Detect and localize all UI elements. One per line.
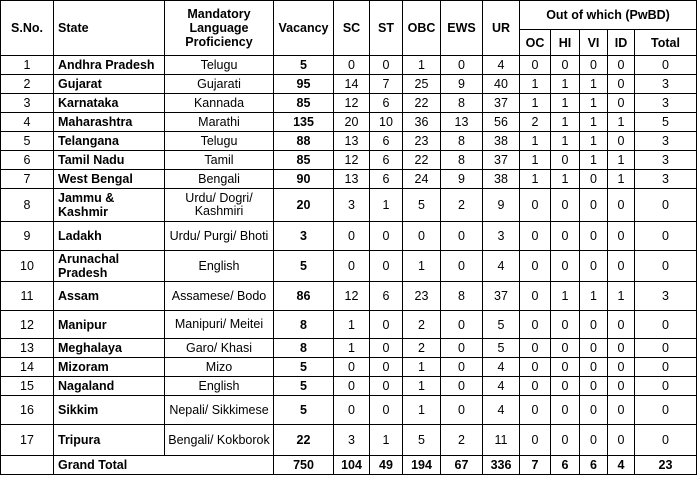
cell-language: Urdu/ Dogri/ Kashmiri bbox=[165, 189, 274, 222]
grand-total-vacancy: 750 bbox=[274, 456, 334, 475]
cell-st: 1 bbox=[370, 189, 403, 222]
cell-vacancy: 5 bbox=[274, 377, 334, 396]
cell-hi: 0 bbox=[551, 377, 580, 396]
cell-vi: 0 bbox=[580, 311, 608, 339]
header-state: State bbox=[54, 1, 165, 56]
cell-ur: 37 bbox=[483, 94, 520, 113]
cell-id: 0 bbox=[608, 56, 635, 75]
cell-hi: 0 bbox=[551, 251, 580, 282]
cell-oc: 0 bbox=[520, 377, 551, 396]
cell-vi: 0 bbox=[580, 396, 608, 425]
cell-obc: 1 bbox=[403, 396, 441, 425]
cell-total: 5 bbox=[635, 113, 697, 132]
cell-sno: 17 bbox=[1, 425, 54, 456]
cell-obc: 25 bbox=[403, 75, 441, 94]
header-total: Total bbox=[635, 30, 697, 56]
header-st: ST bbox=[370, 1, 403, 56]
header-vacancy: Vacancy bbox=[274, 1, 334, 56]
header-ews: EWS bbox=[441, 1, 483, 56]
cell-st: 6 bbox=[370, 151, 403, 170]
cell-ews: 0 bbox=[441, 56, 483, 75]
cell-vi: 1 bbox=[580, 151, 608, 170]
cell-st: 0 bbox=[370, 311, 403, 339]
cell-vacancy: 135 bbox=[274, 113, 334, 132]
cell-id: 1 bbox=[608, 170, 635, 189]
cell-sc: 3 bbox=[334, 425, 370, 456]
grand-total-hi: 6 bbox=[551, 456, 580, 475]
cell-total: 0 bbox=[635, 251, 697, 282]
table-row bbox=[1, 251, 697, 282]
cell-oc: 0 bbox=[520, 56, 551, 75]
cell-total: 0 bbox=[635, 339, 697, 358]
cell-language: Urdu/ Purgi/ Bhoti bbox=[165, 222, 274, 251]
cell-sc: 12 bbox=[334, 282, 370, 311]
cell-hi: 1 bbox=[551, 282, 580, 311]
cell-st: 0 bbox=[370, 377, 403, 396]
table-row bbox=[1, 282, 697, 311]
cell-oc: 1 bbox=[520, 170, 551, 189]
cell-language: Tamil bbox=[165, 151, 274, 170]
cell-oc: 0 bbox=[520, 311, 551, 339]
cell-st: 10 bbox=[370, 113, 403, 132]
grand-total-vi: 6 bbox=[580, 456, 608, 475]
header-pwbd-label: Out of which (PwBD) bbox=[546, 8, 670, 22]
cell-hi: 0 bbox=[551, 222, 580, 251]
cell-vacancy: 5 bbox=[274, 251, 334, 282]
cell-vi: 0 bbox=[580, 339, 608, 358]
cell-state: Tripura bbox=[54, 425, 165, 456]
grand-total-ur: 336 bbox=[483, 456, 520, 475]
table-row bbox=[1, 94, 697, 113]
cell-sno: 16 bbox=[1, 396, 54, 425]
cell-total: 3 bbox=[635, 170, 697, 189]
cell-vi: 0 bbox=[580, 222, 608, 251]
cell-ur: 40 bbox=[483, 75, 520, 94]
cell-hi: 0 bbox=[551, 151, 580, 170]
cell-oc: 1 bbox=[520, 151, 551, 170]
cell-total: 3 bbox=[635, 282, 697, 311]
cell-ur: 5 bbox=[483, 339, 520, 358]
table-row bbox=[1, 75, 697, 94]
grand-total-id: 4 bbox=[608, 456, 635, 475]
cell-id: 1 bbox=[608, 113, 635, 132]
cell-sno: 3 bbox=[1, 94, 54, 113]
grand-total-ews: 67 bbox=[441, 456, 483, 475]
cell-sno: 10 bbox=[1, 251, 54, 282]
cell-total: 0 bbox=[635, 425, 697, 456]
cell-sno: 1 bbox=[1, 56, 54, 75]
cell-state: Tamil Nadu bbox=[54, 151, 165, 170]
cell-hi: 1 bbox=[551, 113, 580, 132]
cell-oc: 0 bbox=[520, 396, 551, 425]
cell-oc: 0 bbox=[520, 425, 551, 456]
cell-total: 0 bbox=[635, 222, 697, 251]
cell-sno: 14 bbox=[1, 358, 54, 377]
cell-vi: 0 bbox=[580, 189, 608, 222]
table-row bbox=[1, 339, 697, 358]
cell-vacancy: 95 bbox=[274, 75, 334, 94]
cell-total: 3 bbox=[635, 151, 697, 170]
cell-state: Jammu & Kashmir bbox=[54, 189, 165, 222]
cell-ews: 0 bbox=[441, 377, 483, 396]
cell-oc: 1 bbox=[520, 132, 551, 151]
cell-state: Karnataka bbox=[54, 94, 165, 113]
cell-sc: 0 bbox=[334, 396, 370, 425]
cell-vi: 1 bbox=[580, 282, 608, 311]
cell-state: Maharashtra bbox=[54, 113, 165, 132]
cell-ews: 0 bbox=[441, 251, 483, 282]
cell-language: Assamese/ Bodo bbox=[165, 282, 274, 311]
cell-hi: 1 bbox=[551, 132, 580, 151]
cell-language: Mizo bbox=[165, 358, 274, 377]
cell-sc: 1 bbox=[334, 339, 370, 358]
table-row bbox=[1, 189, 697, 222]
cell-oc: 0 bbox=[520, 339, 551, 358]
cell-sno: 9 bbox=[1, 222, 54, 251]
cell-sc: 3 bbox=[334, 189, 370, 222]
cell-hi: 0 bbox=[551, 56, 580, 75]
cell-vi: 0 bbox=[580, 170, 608, 189]
cell-oc: 2 bbox=[520, 113, 551, 132]
cell-total: 3 bbox=[635, 94, 697, 113]
cell-vacancy: 86 bbox=[274, 282, 334, 311]
cell-st: 1 bbox=[370, 425, 403, 456]
cell-ur: 4 bbox=[483, 56, 520, 75]
cell-language: English bbox=[165, 377, 274, 396]
cell-state: Gujarat bbox=[54, 75, 165, 94]
cell-sc: 1 bbox=[334, 311, 370, 339]
cell-id: 0 bbox=[608, 396, 635, 425]
header-sc: SC bbox=[334, 1, 370, 56]
cell-sno: 15 bbox=[1, 377, 54, 396]
cell-ews: 2 bbox=[441, 425, 483, 456]
cell-ur: 4 bbox=[483, 251, 520, 282]
cell-id: 0 bbox=[608, 75, 635, 94]
cell-oc: 0 bbox=[520, 251, 551, 282]
cell-vi: 0 bbox=[580, 56, 608, 75]
cell-vi: 1 bbox=[580, 132, 608, 151]
cell-st: 6 bbox=[370, 170, 403, 189]
cell-sno: 13 bbox=[1, 339, 54, 358]
cell-ews: 2 bbox=[441, 189, 483, 222]
header-pwbd-group bbox=[520, 1, 697, 30]
cell-ews: 9 bbox=[441, 170, 483, 189]
cell-ur: 9 bbox=[483, 189, 520, 222]
cell-st: 0 bbox=[370, 358, 403, 377]
cell-vi: 0 bbox=[580, 377, 608, 396]
cell-ews: 0 bbox=[441, 222, 483, 251]
cell-vacancy: 8 bbox=[274, 311, 334, 339]
cell-state: Telangana bbox=[54, 132, 165, 151]
cell-total: 0 bbox=[635, 311, 697, 339]
cell-id: 0 bbox=[608, 358, 635, 377]
cell-ews: 8 bbox=[441, 282, 483, 311]
cell-total: 0 bbox=[635, 56, 697, 75]
cell-state: Andhra Pradesh bbox=[54, 56, 165, 75]
cell-obc: 2 bbox=[403, 311, 441, 339]
cell-st: 0 bbox=[370, 222, 403, 251]
cell-obc: 1 bbox=[403, 358, 441, 377]
cell-st: 0 bbox=[370, 56, 403, 75]
cell-ur: 37 bbox=[483, 151, 520, 170]
cell-language: Garo/ Khasi bbox=[165, 339, 274, 358]
cell-obc: 1 bbox=[403, 377, 441, 396]
table-row bbox=[1, 56, 697, 75]
cell-obc: 1 bbox=[403, 251, 441, 282]
cell-hi: 0 bbox=[551, 425, 580, 456]
cell-oc: 1 bbox=[520, 94, 551, 113]
cell-obc: 2 bbox=[403, 339, 441, 358]
cell-vacancy: 20 bbox=[274, 189, 334, 222]
cell-id: 0 bbox=[608, 251, 635, 282]
grand-total-oc: 7 bbox=[520, 456, 551, 475]
cell-total: 3 bbox=[635, 132, 697, 151]
cell-id: 1 bbox=[608, 151, 635, 170]
cell-vacancy: 85 bbox=[274, 94, 334, 113]
cell-hi: 1 bbox=[551, 75, 580, 94]
cell-vacancy: 90 bbox=[274, 170, 334, 189]
table-row bbox=[1, 396, 697, 425]
cell-state: Assam bbox=[54, 282, 165, 311]
cell-total: 0 bbox=[635, 189, 697, 222]
cell-state: Manipur bbox=[54, 311, 165, 339]
cell-total: 3 bbox=[635, 75, 697, 94]
cell-sno: 2 bbox=[1, 75, 54, 94]
cell-language: Gujarati bbox=[165, 75, 274, 94]
cell-id: 1 bbox=[608, 282, 635, 311]
cell-vacancy: 5 bbox=[274, 56, 334, 75]
cell-vi: 0 bbox=[580, 358, 608, 377]
header-hi: HI bbox=[551, 30, 580, 56]
cell-language: Telugu bbox=[165, 56, 274, 75]
table-row bbox=[1, 311, 697, 339]
table-row bbox=[1, 151, 697, 170]
cell-id: 0 bbox=[608, 132, 635, 151]
cell-vi: 0 bbox=[580, 251, 608, 282]
cell-sno: 6 bbox=[1, 151, 54, 170]
cell-obc: 23 bbox=[403, 282, 441, 311]
cell-hi: 0 bbox=[551, 339, 580, 358]
cell-id: 0 bbox=[608, 189, 635, 222]
cell-ur: 38 bbox=[483, 132, 520, 151]
cell-obc: 23 bbox=[403, 132, 441, 151]
grand-total-blank bbox=[1, 456, 54, 475]
cell-ur: 4 bbox=[483, 377, 520, 396]
cell-sc: 0 bbox=[334, 377, 370, 396]
cell-state: Sikkim bbox=[54, 396, 165, 425]
cell-hi: 0 bbox=[551, 396, 580, 425]
cell-ur: 37 bbox=[483, 282, 520, 311]
cell-ur: 11 bbox=[483, 425, 520, 456]
cell-vacancy: 8 bbox=[274, 339, 334, 358]
cell-language: Bengali/ Kokborok bbox=[165, 425, 274, 456]
cell-sc: 0 bbox=[334, 358, 370, 377]
table-row bbox=[1, 358, 697, 377]
cell-total: 0 bbox=[635, 377, 697, 396]
cell-obc: 24 bbox=[403, 170, 441, 189]
cell-hi: 0 bbox=[551, 311, 580, 339]
cell-ur: 4 bbox=[483, 396, 520, 425]
cell-sc: 13 bbox=[334, 132, 370, 151]
grand-total-row bbox=[1, 456, 697, 475]
cell-state: Mizoram bbox=[54, 358, 165, 377]
cell-language: Telugu bbox=[165, 132, 274, 151]
cell-ur: 3 bbox=[483, 222, 520, 251]
cell-sc: 20 bbox=[334, 113, 370, 132]
cell-hi: 0 bbox=[551, 358, 580, 377]
cell-ur: 4 bbox=[483, 358, 520, 377]
cell-vacancy: 5 bbox=[274, 358, 334, 377]
cell-vi: 1 bbox=[580, 75, 608, 94]
cell-ur: 5 bbox=[483, 311, 520, 339]
cell-language: Marathi bbox=[165, 113, 274, 132]
cell-ews: 8 bbox=[441, 94, 483, 113]
cell-id: 0 bbox=[608, 425, 635, 456]
table-row bbox=[1, 170, 697, 189]
table-row bbox=[1, 132, 697, 151]
cell-language: Bengali bbox=[165, 170, 274, 189]
header-obc: OBC bbox=[403, 1, 441, 56]
cell-sno: 5 bbox=[1, 132, 54, 151]
header-vi: VI bbox=[580, 30, 608, 56]
table-row bbox=[1, 113, 697, 132]
cell-hi: 0 bbox=[551, 189, 580, 222]
cell-id: 0 bbox=[608, 311, 635, 339]
cell-sno: 4 bbox=[1, 113, 54, 132]
cell-obc: 5 bbox=[403, 189, 441, 222]
cell-state: Nagaland bbox=[54, 377, 165, 396]
grand-total-total: 23 bbox=[635, 456, 697, 475]
table-row bbox=[1, 222, 697, 251]
cell-language: Kannada bbox=[165, 94, 274, 113]
cell-sc: 14 bbox=[334, 75, 370, 94]
cell-obc: 5 bbox=[403, 425, 441, 456]
cell-sc: 0 bbox=[334, 222, 370, 251]
cell-ews: 0 bbox=[441, 311, 483, 339]
cell-ur: 38 bbox=[483, 170, 520, 189]
table-body bbox=[1, 56, 697, 475]
cell-obc: 36 bbox=[403, 113, 441, 132]
cell-st: 0 bbox=[370, 339, 403, 358]
table-row bbox=[1, 377, 697, 396]
cell-st: 0 bbox=[370, 396, 403, 425]
cell-ews: 0 bbox=[441, 339, 483, 358]
cell-sc: 0 bbox=[334, 251, 370, 282]
cell-sno: 8 bbox=[1, 189, 54, 222]
cell-vacancy: 22 bbox=[274, 425, 334, 456]
cell-vacancy: 3 bbox=[274, 222, 334, 251]
cell-sno: 7 bbox=[1, 170, 54, 189]
cell-ews: 13 bbox=[441, 113, 483, 132]
cell-id: 0 bbox=[608, 94, 635, 113]
cell-vi: 0 bbox=[580, 425, 608, 456]
cell-ews: 8 bbox=[441, 132, 483, 151]
cell-st: 0 bbox=[370, 251, 403, 282]
cell-language: Manipuri/ Meitei bbox=[165, 311, 274, 339]
cell-st: 6 bbox=[370, 94, 403, 113]
cell-oc: 0 bbox=[520, 222, 551, 251]
cell-ur: 56 bbox=[483, 113, 520, 132]
cell-hi: 1 bbox=[551, 94, 580, 113]
header-language: Mandatory Language Proficiency bbox=[165, 1, 274, 56]
table-row bbox=[1, 425, 697, 456]
cell-ews: 0 bbox=[441, 358, 483, 377]
cell-st: 6 bbox=[370, 282, 403, 311]
cell-ews: 8 bbox=[441, 151, 483, 170]
cell-state: Ladakh bbox=[54, 222, 165, 251]
cell-obc: 1 bbox=[403, 56, 441, 75]
cell-state: Arunachal Pradesh bbox=[54, 251, 165, 282]
cell-oc: 0 bbox=[520, 189, 551, 222]
header-id: ID bbox=[608, 30, 635, 56]
cell-vi: 1 bbox=[580, 94, 608, 113]
cell-oc: 1 bbox=[520, 75, 551, 94]
grand-total-obc: 194 bbox=[403, 456, 441, 475]
cell-sno: 11 bbox=[1, 282, 54, 311]
cell-oc: 0 bbox=[520, 282, 551, 311]
header-oc: OC bbox=[520, 30, 551, 56]
cell-vacancy: 88 bbox=[274, 132, 334, 151]
cell-vacancy: 5 bbox=[274, 396, 334, 425]
cell-vi: 1 bbox=[580, 113, 608, 132]
cell-hi: 1 bbox=[551, 170, 580, 189]
cell-language: Nepali/ Sikkimese bbox=[165, 396, 274, 425]
cell-ews: 9 bbox=[441, 75, 483, 94]
cell-total: 0 bbox=[635, 358, 697, 377]
cell-st: 7 bbox=[370, 75, 403, 94]
cell-st: 6 bbox=[370, 132, 403, 151]
cell-id: 0 bbox=[608, 377, 635, 396]
cell-language: English bbox=[165, 251, 274, 282]
cell-ews: 0 bbox=[441, 396, 483, 425]
cell-sc: 12 bbox=[334, 94, 370, 113]
cell-sno: 12 bbox=[1, 311, 54, 339]
cell-sc: 0 bbox=[334, 56, 370, 75]
header-ur: UR bbox=[483, 1, 520, 56]
grand-total-st: 49 bbox=[370, 456, 403, 475]
cell-obc: 22 bbox=[403, 151, 441, 170]
cell-sc: 13 bbox=[334, 170, 370, 189]
cell-id: 0 bbox=[608, 222, 635, 251]
cell-state: Meghalaya bbox=[54, 339, 165, 358]
cell-vacancy: 85 bbox=[274, 151, 334, 170]
cell-state: West Bengal bbox=[54, 170, 165, 189]
cell-obc: 0 bbox=[403, 222, 441, 251]
grand-total-label: Grand Total bbox=[54, 456, 274, 475]
cell-obc: 22 bbox=[403, 94, 441, 113]
cell-total: 0 bbox=[635, 396, 697, 425]
cell-sc: 12 bbox=[334, 151, 370, 170]
cell-oc: 0 bbox=[520, 358, 551, 377]
header-sno: S.No. bbox=[1, 1, 54, 56]
cell-id: 0 bbox=[608, 339, 635, 358]
grand-total-sc: 104 bbox=[334, 456, 370, 475]
